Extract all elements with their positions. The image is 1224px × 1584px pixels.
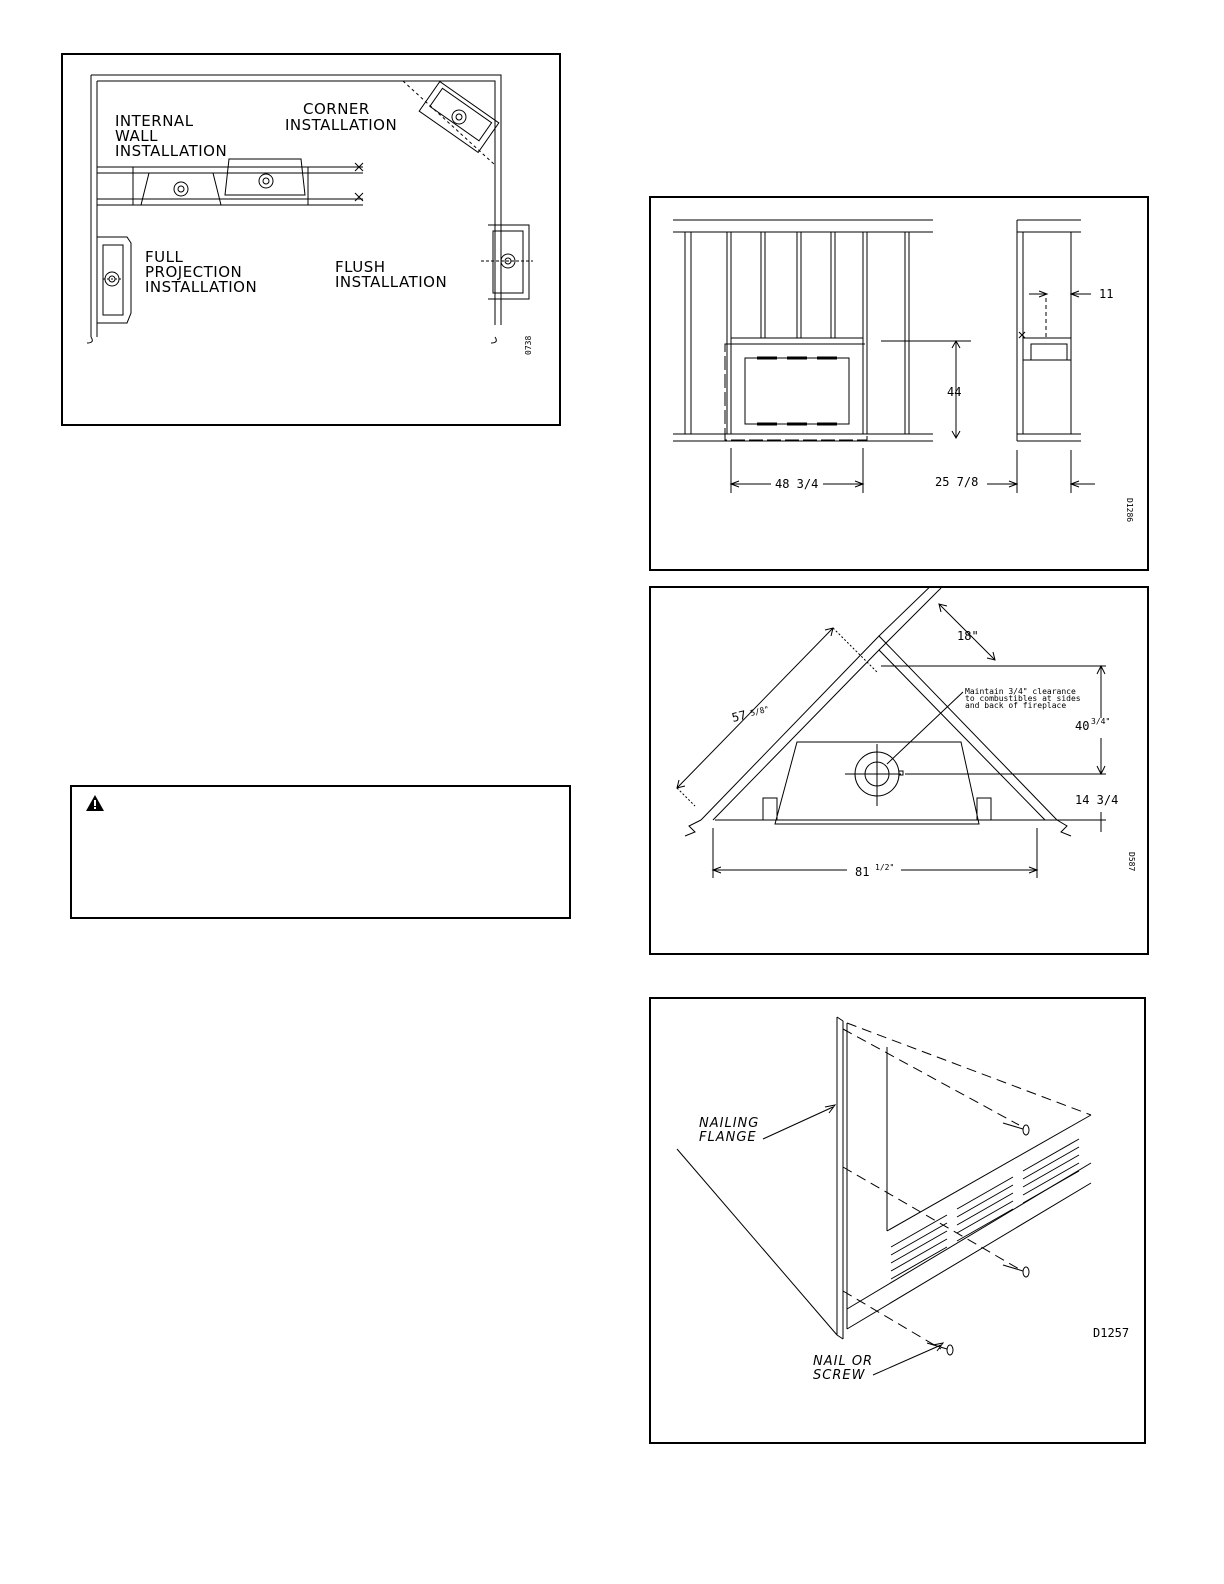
label-fullproj-2: PROJECTION bbox=[145, 263, 243, 281]
dim-side-57: 57 bbox=[730, 707, 748, 725]
dim-depth-25-7-8: 25 7/8 bbox=[935, 475, 979, 489]
dim-height-40: 40 bbox=[1075, 719, 1090, 733]
clearance-note-1: Maintain 3/4" clearance bbox=[965, 687, 1076, 696]
figure-corner-dimensions bbox=[649, 586, 1149, 955]
label-nail-or: NAIL OR bbox=[813, 1354, 874, 1369]
label-nailing: NAILING bbox=[699, 1116, 760, 1131]
dim-width-81: 81 bbox=[855, 865, 870, 879]
dim-lower-14-3-4: 14 3/4 bbox=[1075, 793, 1119, 807]
label-flush-1: FLUSH bbox=[335, 258, 386, 276]
label-internal-1: INTERNAL bbox=[115, 112, 194, 130]
corner-drawing bbox=[651, 588, 1147, 953]
label-flush-2: INSTALLATION bbox=[335, 273, 448, 291]
dim-offset-11: 11 bbox=[1099, 287, 1114, 301]
clearance-note-2: to combustibles at sides bbox=[965, 694, 1081, 703]
label-corner-1: CORNER bbox=[303, 100, 370, 118]
dim-width-48-3-4: 48 3/4 bbox=[775, 477, 819, 491]
label-flange: FLANGE bbox=[699, 1130, 757, 1145]
figure-code-0738: 0738 bbox=[524, 335, 533, 355]
label-corner-2: INSTALLATION bbox=[285, 116, 398, 134]
label-fullproj-1: FULL bbox=[145, 248, 184, 266]
warning-box bbox=[70, 785, 571, 919]
figure-nailing-flange bbox=[649, 997, 1146, 1444]
label-internal-3: INSTALLATION bbox=[115, 142, 228, 160]
clearance-note-3: and back of fireplace bbox=[965, 701, 1067, 710]
figure-code-d1257: D1257 bbox=[1093, 1326, 1130, 1340]
dim-top-18: 18" bbox=[957, 629, 979, 643]
dim-height-44: 44 bbox=[947, 385, 962, 399]
label-fullproj-3: INSTALLATION bbox=[145, 278, 258, 296]
warning-triangle-icon bbox=[86, 795, 104, 811]
label-screw: SCREW bbox=[813, 1368, 866, 1383]
dim-height-frac: 3/4" bbox=[1091, 717, 1111, 726]
figure-installation-options bbox=[61, 53, 561, 426]
framing-drawing bbox=[651, 198, 1147, 569]
figure-framing-dimensions bbox=[649, 196, 1149, 571]
installation-options-drawing bbox=[63, 55, 559, 424]
label-internal-2: WALL bbox=[115, 127, 158, 145]
figure-code-d587: D587 bbox=[1127, 852, 1136, 872]
figure-code-d1286: D1286 bbox=[1125, 498, 1134, 523]
dim-side-frac: 5/8" bbox=[749, 704, 771, 718]
dim-width-frac: 1/2" bbox=[875, 863, 895, 872]
nailing-flange-drawing bbox=[651, 999, 1144, 1442]
